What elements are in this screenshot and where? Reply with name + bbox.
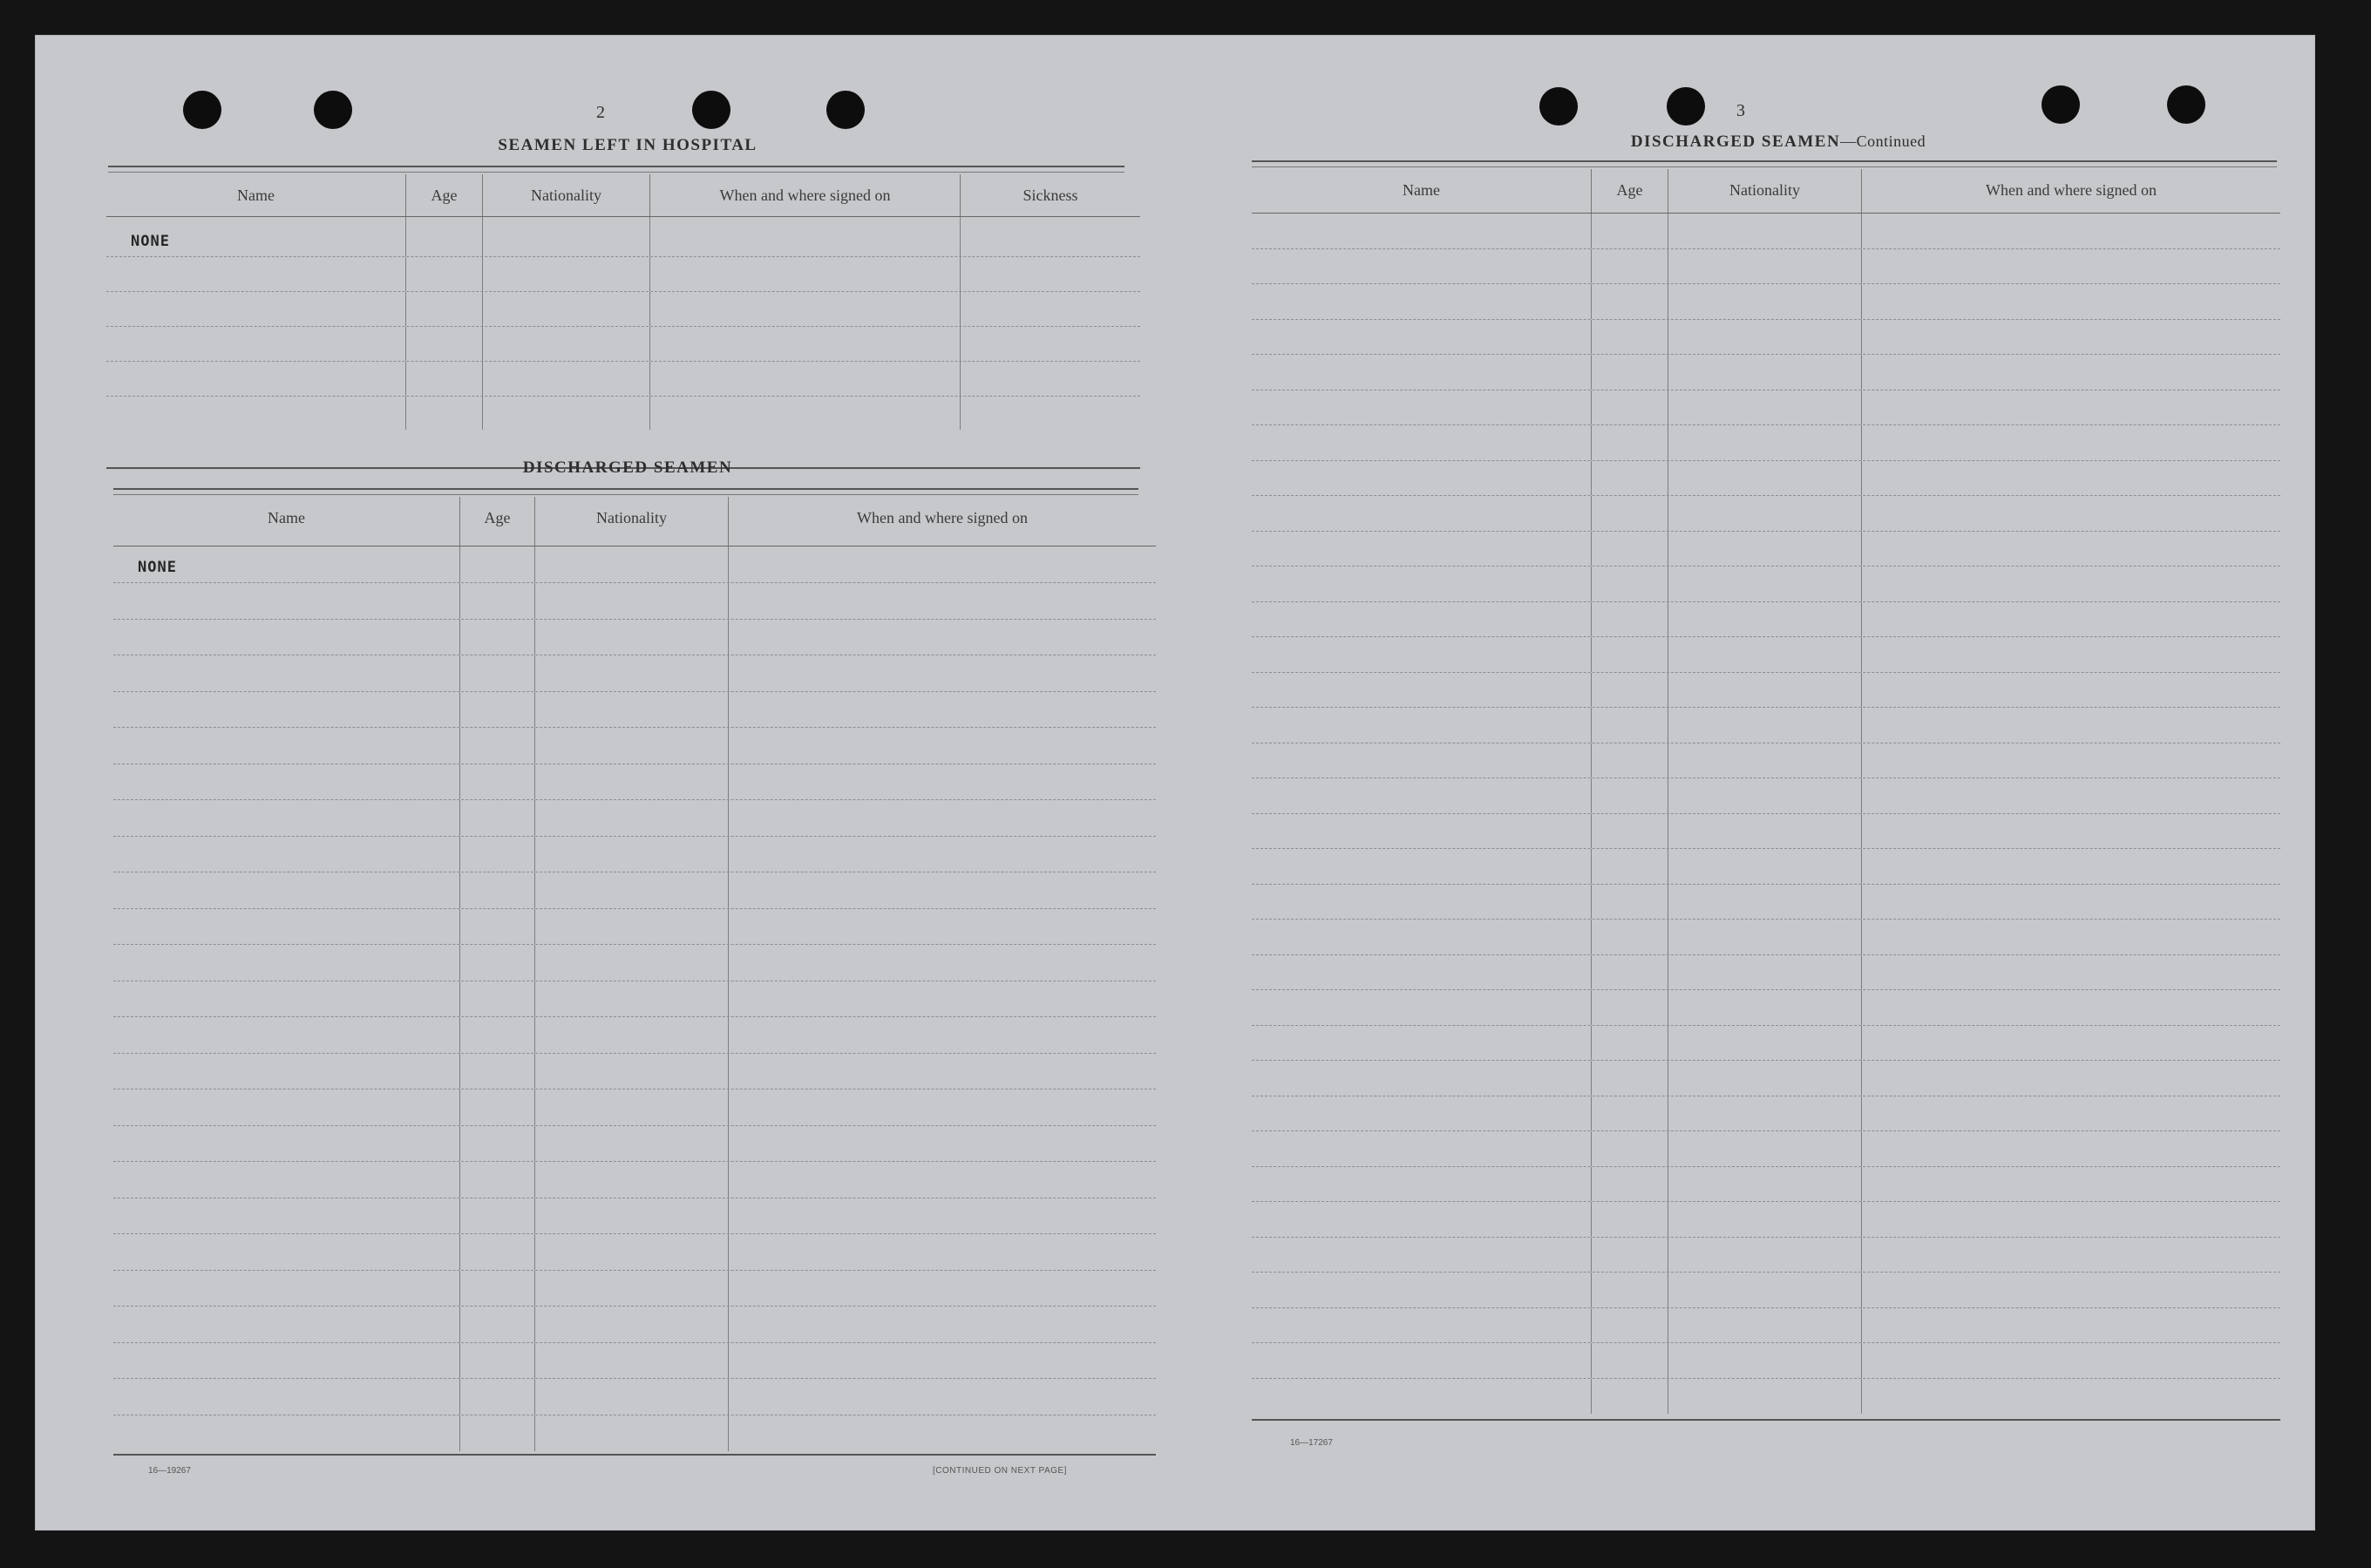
table-row xyxy=(113,1126,1156,1163)
table-row xyxy=(1252,885,2280,920)
discharged-section-title: DISCHARGED SEAMEN xyxy=(522,458,733,477)
table-row xyxy=(1252,990,2280,1026)
table-row xyxy=(1252,708,2280,743)
col-header-when-where: When and where signed on xyxy=(650,174,961,216)
table-row xyxy=(113,945,1156,981)
table-row xyxy=(1252,532,2280,567)
table-row xyxy=(113,909,1156,946)
discharged-continued-header xyxy=(1252,169,2280,214)
table-row xyxy=(1252,778,2280,814)
table-row xyxy=(113,1054,1156,1090)
table-row xyxy=(113,837,1156,873)
table-row xyxy=(1252,955,2280,991)
col-header-name: Name xyxy=(1252,169,1592,213)
table-row xyxy=(1252,673,2280,709)
table-row xyxy=(106,397,1140,430)
punch-hole xyxy=(1667,87,1705,126)
discharged-continued-title xyxy=(1534,132,2022,152)
col-header-name: Name xyxy=(113,497,460,546)
table-row xyxy=(1252,355,2280,390)
table-row xyxy=(113,583,1156,620)
table-row xyxy=(1252,602,2280,638)
table-row xyxy=(1252,1379,2280,1415)
table-row xyxy=(1252,567,2280,602)
table-row xyxy=(113,546,1156,583)
table-row xyxy=(1252,1096,2280,1132)
table-row xyxy=(106,362,1140,397)
table-row xyxy=(106,327,1140,362)
table-row xyxy=(113,1415,1156,1452)
table-row xyxy=(1252,320,2280,356)
table-row xyxy=(1252,1131,2280,1167)
discharged-table xyxy=(113,497,1156,1456)
discharged-title-rule xyxy=(113,488,1138,495)
discharged-table-header xyxy=(113,497,1156,546)
discharged-continued-title-suffix: —Continued xyxy=(1840,132,1926,150)
table-row xyxy=(113,1271,1156,1307)
table-row xyxy=(1252,1308,2280,1344)
page-number-left: 2 xyxy=(596,103,606,122)
table-row xyxy=(113,1162,1156,1198)
table-row xyxy=(113,620,1156,656)
table-row xyxy=(113,692,1156,729)
punch-hole xyxy=(314,91,352,129)
table-row xyxy=(106,257,1140,292)
table-row xyxy=(113,981,1156,1018)
table-row xyxy=(1252,425,2280,461)
table-row xyxy=(113,1307,1156,1343)
table-row xyxy=(1252,637,2280,673)
hospital-table xyxy=(106,174,1140,469)
table-row xyxy=(1252,849,2280,885)
col-header-age: Age xyxy=(460,497,535,546)
name-cell: NONE xyxy=(113,546,460,582)
col-header-sickness: Sickness xyxy=(1022,187,1078,204)
table-row xyxy=(1252,743,2280,779)
table-row xyxy=(1252,1061,2280,1096)
table-row xyxy=(113,655,1156,692)
table-row xyxy=(113,1234,1156,1271)
col-header-age: Age xyxy=(1592,169,1668,213)
punch-hole xyxy=(692,91,730,129)
table-row xyxy=(1252,1026,2280,1062)
table-row xyxy=(1252,920,2280,955)
table-row xyxy=(1252,496,2280,532)
continued-note: [CONTINUED ON NEXT PAGE] xyxy=(933,1466,1067,1476)
col-header-nationality: Nationality xyxy=(483,174,650,216)
discharged-table-body xyxy=(113,546,1156,1451)
table-row xyxy=(1252,1343,2280,1379)
col-header-when-where: When and where signed on xyxy=(857,509,1028,526)
table-row xyxy=(1252,1273,2280,1308)
table-row xyxy=(113,1198,1156,1235)
table-row xyxy=(113,728,1156,764)
table-row xyxy=(1252,214,2280,249)
table-row xyxy=(1252,390,2280,426)
col-header-when-where: When and where signed on xyxy=(1986,181,2157,199)
discharged-continued-body xyxy=(1252,214,2280,1414)
table-row xyxy=(1252,814,2280,850)
document-sheet xyxy=(35,35,2315,1531)
table-row xyxy=(1252,284,2280,320)
table-row xyxy=(113,1089,1156,1126)
name-cell: NONE xyxy=(106,217,406,256)
table-row xyxy=(113,872,1156,909)
table-row xyxy=(113,800,1156,837)
table-row xyxy=(1252,1167,2280,1203)
punch-hole xyxy=(2167,85,2205,124)
col-header-nationality: Nationality xyxy=(1668,169,1862,213)
col-header-age: Age xyxy=(406,174,483,216)
table-row xyxy=(1252,1202,2280,1238)
table-row xyxy=(1252,461,2280,497)
discharged-continued-rule xyxy=(1252,160,2277,167)
punch-hole xyxy=(2042,85,2080,124)
punch-hole xyxy=(826,91,865,129)
table-row xyxy=(113,1379,1156,1415)
table-row xyxy=(1252,1238,2280,1273)
table-row xyxy=(106,217,1140,257)
table-row xyxy=(113,1343,1156,1380)
page-number-right: 3 xyxy=(1736,101,1746,120)
punch-hole xyxy=(183,91,221,129)
hospital-table-body xyxy=(106,217,1140,430)
table-row xyxy=(106,292,1140,327)
table-row xyxy=(113,1017,1156,1054)
punch-hole xyxy=(1539,87,1578,126)
discharged-continued-title-main: DISCHARGED SEAMEN xyxy=(1630,132,1841,151)
hospital-title-rule xyxy=(108,166,1124,173)
discharged-continued-table xyxy=(1252,169,2280,1421)
hospital-section-title: SEAMEN LEFT IN HOSPITAL xyxy=(498,136,757,154)
table-row xyxy=(1252,249,2280,285)
form-code-right: 16—17267 xyxy=(1290,1438,1333,1448)
table-row xyxy=(113,764,1156,801)
col-header-name: Name xyxy=(106,174,406,216)
hospital-table-header xyxy=(106,174,1140,217)
col-header-nationality: Nationality xyxy=(535,497,729,546)
form-code-left: 16—19267 xyxy=(148,1466,191,1476)
